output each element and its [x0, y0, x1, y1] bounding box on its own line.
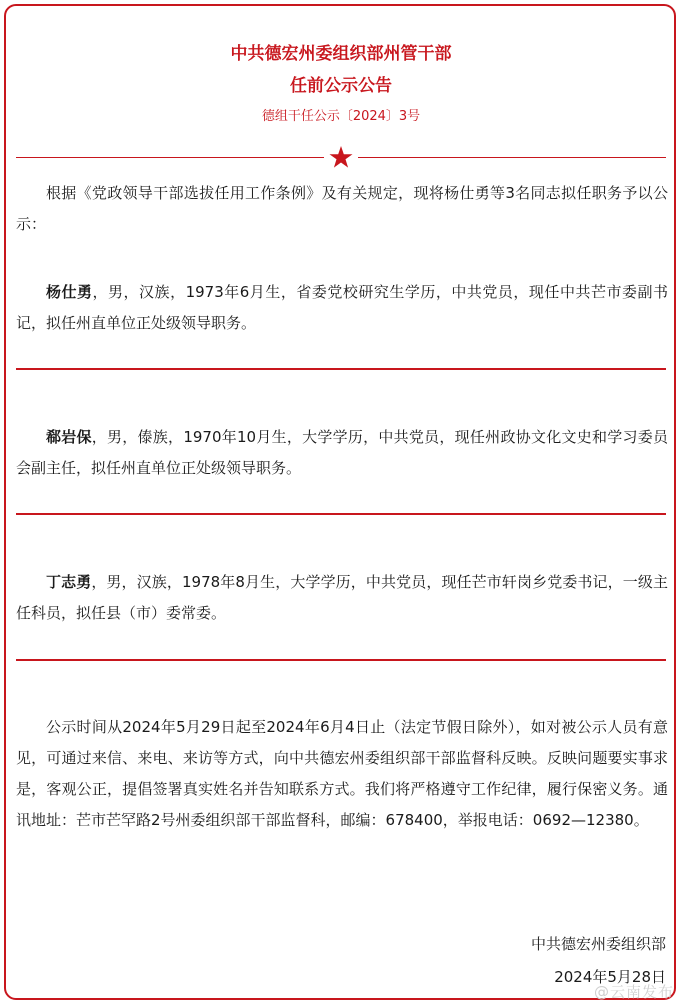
candidate-2-name: 郗岩保	[46, 428, 92, 446]
source-watermark: @云南发布	[593, 983, 674, 1001]
header-divider-right	[358, 157, 666, 158]
separator-1	[16, 368, 666, 370]
candidate-1-name: 杨仕勇	[46, 283, 93, 301]
intro-paragraph: 根据《党政领导干部选拔任用工作条例》及有关规定，现将杨仕勇等3名同志拟任职务予以公示：	[16, 184, 668, 233]
separator-2	[16, 513, 666, 515]
document-number: 德组干任公示〔2024〕3号	[261, 109, 421, 124]
notice-paragraph: 公示时间从2024年5月29日起至2024年6月4日止（法定节假日除外），如对被公示人员有意见，可通过来信、来电、来访等方式，向中共德宏州委组织部干部监督科反映。反映问题要实事求是，客观公正，提倡签署真实姓名并告知联系方式。我们将严格遵守工作纪律，履行保密义务。通讯地址：芒市芒罕路2号州委组织部干部监督科，邮编：678400，举报电话：0692—12380。	[16, 718, 668, 829]
signature-organization: 中共德宏州委组织部	[530, 935, 666, 953]
candidate-1-paragraph	[16, 277, 668, 339]
candidate-3-details: ，男，汉族，1978年8月生，大学学历，中共党员，现任芒市轩岗乡党委书记，一级主任科员，拟任县（市）委常委。	[16, 573, 668, 622]
candidate-2-details: ，男，傣族，1970年10月生，大学学历，中共党员，现任州政协文化文史和学习委员会副主任，拟任州直单位正处级领导职务。	[16, 428, 668, 477]
candidate-2-paragraph	[16, 422, 668, 484]
candidate-3-name: 丁志勇	[46, 573, 92, 591]
separator-3	[16, 659, 666, 661]
header-divider-left	[16, 157, 324, 158]
signature-date: 2024年5月28日	[554, 968, 666, 986]
candidate-3-paragraph	[16, 567, 668, 629]
candidate-1-details: ，男，汉族，1973年6月生，省委党校研究生学历，中共党员，现任中共芒市委副书记，拟任州直单位正处级领导职务。	[16, 283, 668, 332]
title-line-2: 任前公示公告	[290, 76, 392, 96]
title-line-1: 中共德宏州委组织部州管干部	[230, 44, 452, 64]
red-star-icon	[329, 146, 353, 168]
